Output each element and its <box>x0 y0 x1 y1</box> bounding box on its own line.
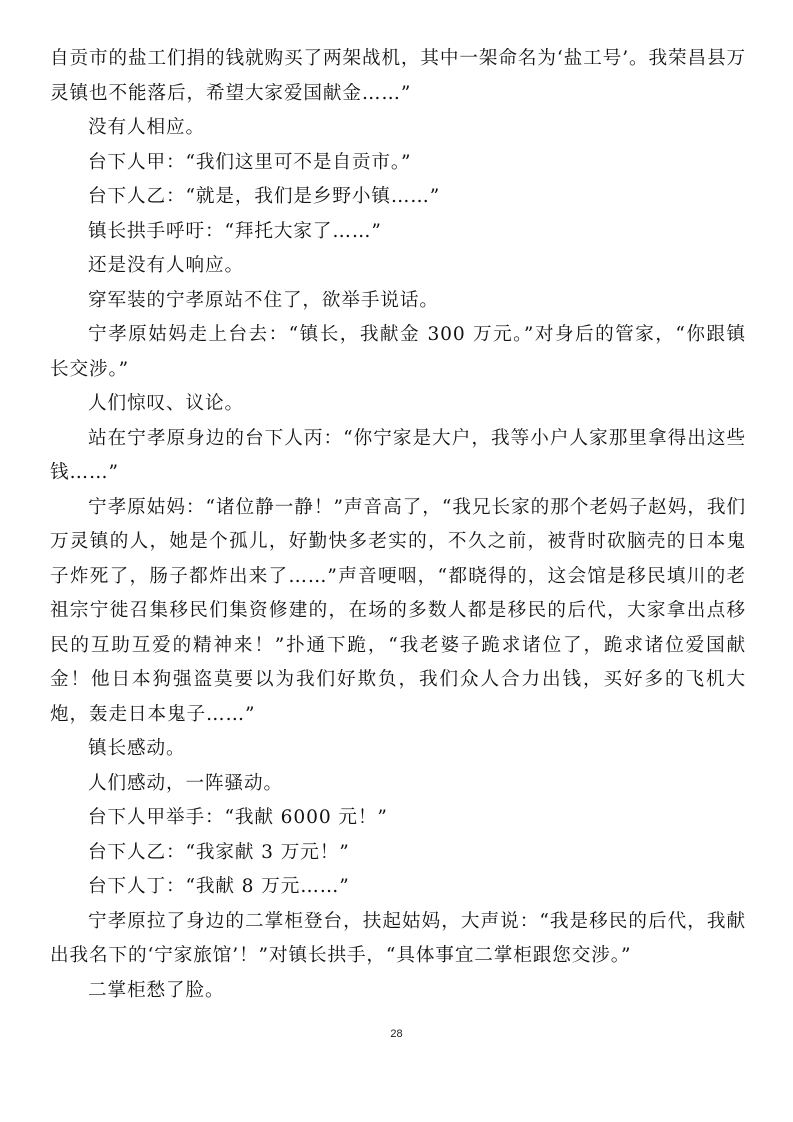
paragraph: 穿军装的宁孝原站不住了，欲举手说话。 <box>88 289 439 311</box>
paragraph: 人们惊叹、议论。 <box>88 393 244 414</box>
paragraph: 台下人乙：“就是，我们是乡野小镇……” <box>88 186 441 207</box>
paragraph: 没有人相应。 <box>88 117 205 138</box>
paragraph: 还是没有人响应。 <box>88 255 244 276</box>
paragraph: 台下人甲：“我们这里可不是自贡市。” <box>88 151 412 173</box>
paragraph: 镇长拱手呼吁：“拜托大家了……” <box>88 220 382 242</box>
paragraph: 二掌柜愁了脸。 <box>88 979 225 1001</box>
paragraph: 站在宁孝原身边的台下人丙：“你宁家是大户，我等小户人家那里拿得出这些钱……” <box>50 427 746 483</box>
paragraph: 宁孝原姑妈：“诸位静一静！”声音高了，“我兄长家的那个老妈子赵妈，我们万灵镇的人，她是个孤儿，好勤快多老实的，不久之前，被背时砍脑壳的日本鬼子炸死了，肠子都炸出来了……”声音哽咽，“都晓得的，这会馆是移民填川的老祖宗宁徙召集移民们集资修建的，在场的多数人都是移民的后代，大家拿出点移民的互助互爱的精神来！”扑通下跪，“我老婆子跪求诸位了，跪求诸位爱国献金！他日本狗强盗莫要以为我们好欺负，我们众人合力出钱，买好多的飞机大炮，轰走日本鬼子……” <box>50 496 746 725</box>
paragraph: 宁孝原姑妈走上台去：“镇长，我献金 300 万元。”对身后的管家，“你跟镇长交涉。” <box>50 324 746 380</box>
paragraph: 台下人丁：“我献 8 万元……” <box>88 876 350 897</box>
paragraph: 自贡市的盐工们捐的钱就购买了两架战机，其中一架命名为‘盐工号’。我荣昌县万灵镇也不能落后，希望大家爱国献金……” <box>50 48 746 104</box>
paragraph: 台下人乙：“我家献 3 万元！” <box>88 841 350 863</box>
body-text <box>50 42 746 1008</box>
paragraph: 人们感动，一阵骚动。 <box>88 772 283 794</box>
page-number: 28 <box>390 1028 403 1040</box>
paragraph: 台下人甲举手：“我献 6000 元！” <box>88 807 388 828</box>
paragraph: 镇长感动。 <box>88 738 186 759</box>
paragraph: 宁孝原拉了身边的二掌柜登台，扶起姑妈，大声说：“我是移民的后代，我献出我名下的‘宁家旅馆’！”对镇长拱手，“具体事宜二掌柜跟您交涉。” <box>50 910 746 966</box>
